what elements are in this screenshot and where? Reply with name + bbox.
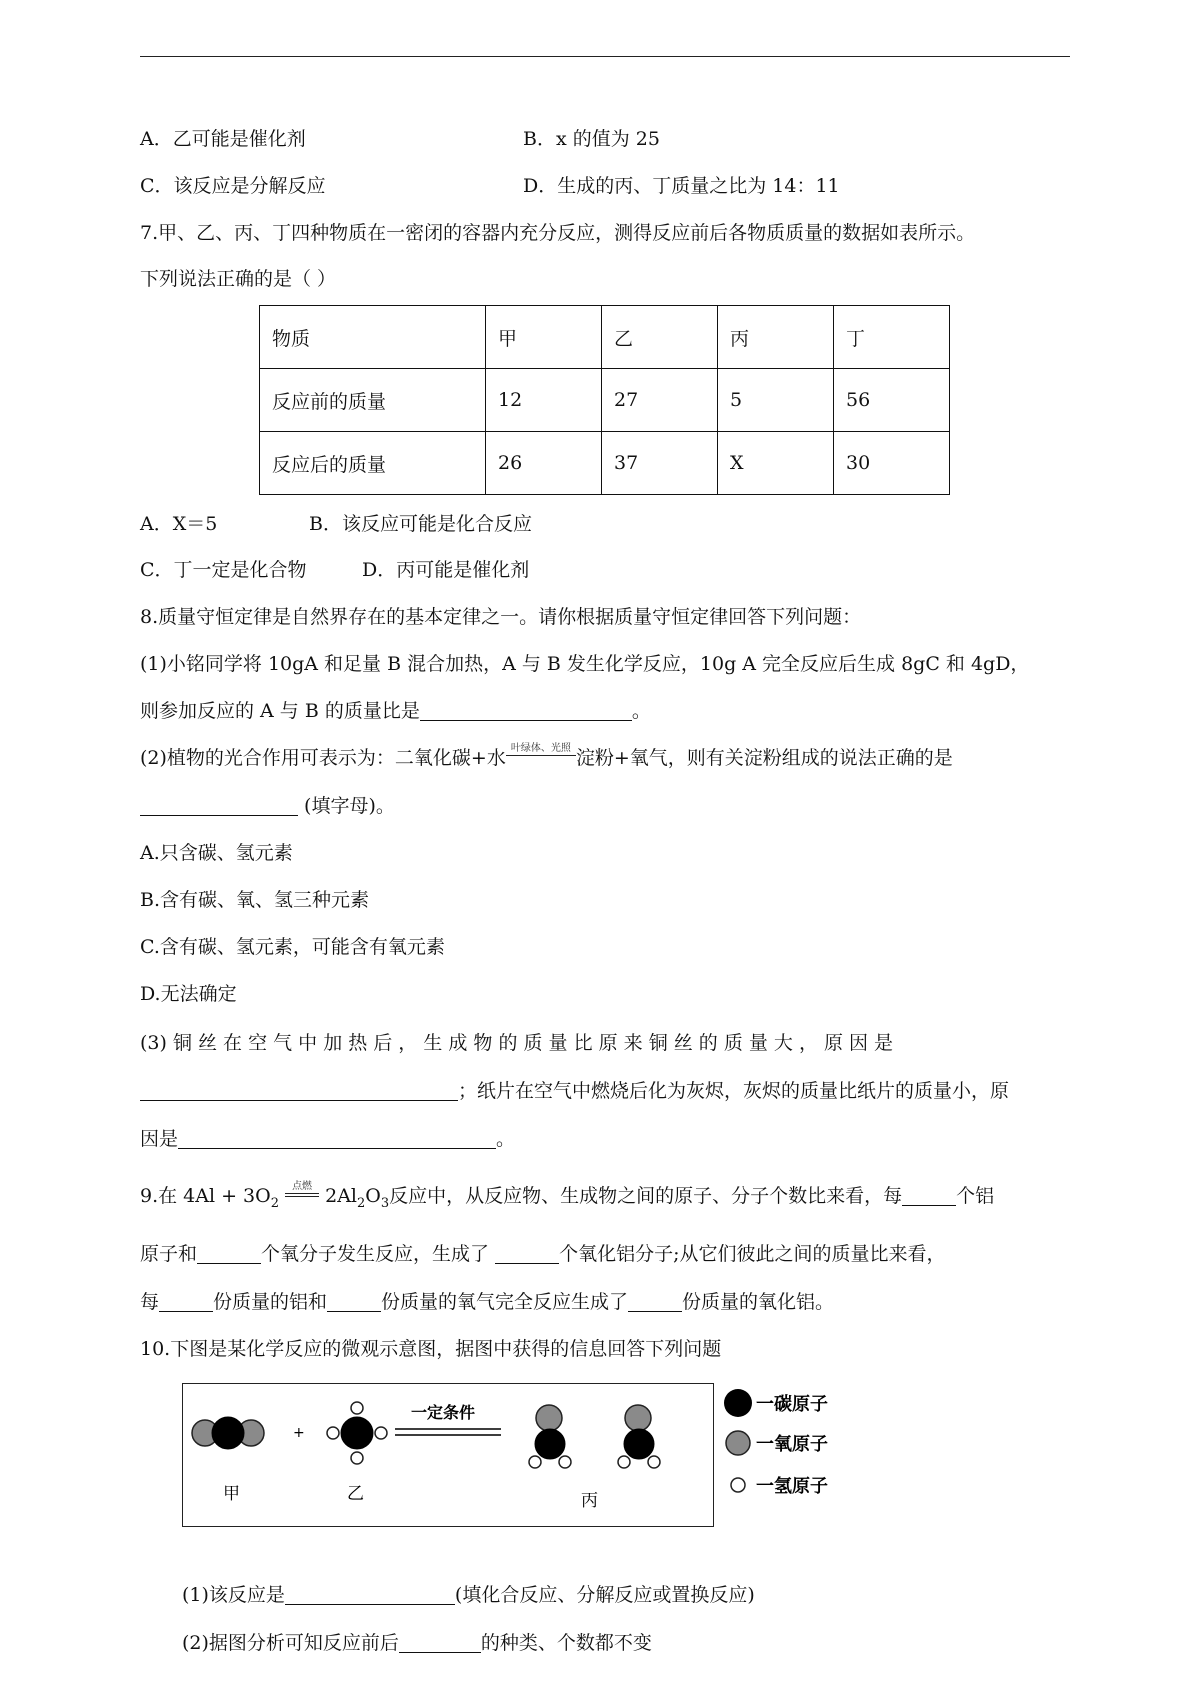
table-header-cell: 丙 (718, 306, 834, 369)
q8-part1-text: 则参加反应的 A 与 B 的质量比是 (140, 700, 420, 722)
hydrogen-atom (618, 1456, 630, 1468)
q9-text: 份质量的氧化铝。 (682, 1291, 835, 1313)
oxygen-atom (536, 1405, 562, 1431)
q10-part1-text: (1)该反应是 (182, 1584, 285, 1606)
q10-part2 (182, 1630, 652, 1656)
q8-part1-line2 (140, 698, 651, 724)
q9-line2 (140, 1241, 945, 1267)
q8-part3-line3 (140, 1126, 515, 1152)
header-rule (140, 56, 1070, 57)
q10-stem: 10.下图是某化学反应的微观示意图，据图中获得的信息回答下列问题 (140, 1338, 722, 1360)
table-cell: 5 (718, 369, 834, 432)
q8-part2-line2 (140, 793, 395, 819)
equation-subscript: 2 (357, 1195, 366, 1211)
carbon-atom (341, 1417, 373, 1449)
q9-blank-al-atoms[interactable] (902, 1185, 956, 1206)
q7-option-c: C．丁一定是化合物 (140, 559, 307, 581)
hydrogen-atom (375, 1427, 387, 1439)
oxygen-legend-icon (726, 1431, 750, 1455)
table-header-cell: 物质 (260, 306, 486, 369)
q10-part1 (182, 1582, 755, 1608)
table-cell: X (718, 432, 834, 495)
table-row (260, 369, 950, 432)
q10-part2-text: (2)据图分析可知反应前后 (182, 1632, 399, 1654)
carbon-atom (212, 1417, 244, 1449)
table-row (260, 306, 950, 369)
molecule-yi (327, 1402, 387, 1464)
q6-option-d: D．生成的丙、丁质量之比为 14：11 (523, 175, 840, 197)
molecule-bing-1 (529, 1405, 571, 1468)
q9-blank-o2-mass[interactable] (327, 1291, 381, 1312)
q8-part3-end: 。 (496, 1128, 516, 1150)
q7-stem-line1: 7.甲、乙、丙、丁四种物质在一密闭的容器内充分反应，测得反应前后各物质质量的数据如表所示。 (140, 222, 976, 244)
table-cell: 反应前的质量 (260, 369, 486, 432)
reaction-diagram-svg (183, 1384, 713, 1526)
table-row (260, 432, 950, 495)
q8-part3-text-2: 因是 (140, 1128, 179, 1150)
q8-part3-text: ；纸片在空气中燃烧后化为灰烬，灰烬的质量比纸片的质量小，原 (458, 1080, 1010, 1102)
equation-product: 2Al (325, 1185, 357, 1207)
ignite-condition-arrow (285, 1182, 319, 1197)
q7-option-b: B．该反应可能是化合反应 (309, 513, 532, 535)
reaction-condition-arrow (506, 744, 576, 756)
molecule-jia (192, 1417, 264, 1449)
q8-part3-line1: (3) 铜 丝 在 空 气 中 加 热 后 ， 生 成 物 的 质 量 比 原 来 铜 丝 的 质 量 大 ， 原 因 是 (140, 1032, 894, 1054)
q9-text: 份质量的铝和 (213, 1291, 328, 1313)
table-header-cell: 甲 (486, 306, 602, 369)
q7-data-table (259, 305, 950, 495)
q8-choice-b: B.含有碳、氧、氢三种元素 (140, 889, 370, 911)
equation-subscript: 2 (270, 1195, 280, 1211)
table-cell: 12 (486, 369, 602, 432)
atom-legend (722, 1382, 872, 1522)
q9-blank-al-mass[interactable] (159, 1291, 213, 1312)
q10-part1-hint: (填化合反应、分解反应或置换反应) (454, 1584, 755, 1606)
q6-option-c: C．该反应是分解反应 (140, 175, 326, 197)
condition-bar-icon (285, 1193, 319, 1194)
equation-product-o: O (365, 1185, 381, 1207)
q8-choice-d: D.无法确定 (140, 983, 237, 1005)
legend-oxygen-label: 一氧原子 (756, 1434, 828, 1455)
reaction-micro-diagram (182, 1383, 714, 1527)
hydrogen-atom (327, 1427, 339, 1439)
hydrogen-atom (351, 1452, 363, 1464)
q8-part3-answer-blank-1[interactable] (140, 1080, 458, 1101)
label-yi: 乙 (347, 1484, 364, 1504)
q9-line1 (140, 1180, 995, 1217)
q8-part2-line1 (140, 745, 953, 771)
q9-blank-o2-molecules[interactable] (197, 1243, 261, 1264)
legend-hydrogen-label: 一氢原子 (756, 1476, 828, 1497)
q6-option-b: B．x 的值为 25 (523, 128, 660, 150)
q9-text: 个氧化铝分子;从它们彼此之间的质量比来看， (559, 1243, 946, 1265)
q9-prefix: 9.在 (140, 1185, 184, 1207)
q8-part3-line2 (140, 1078, 1009, 1104)
condition-bar-icon (285, 1196, 319, 1197)
carbon-atom (624, 1429, 654, 1459)
q9-line3 (140, 1289, 834, 1315)
table-cell: 30 (834, 432, 950, 495)
equation-subscript: 3 (380, 1195, 390, 1211)
hydrogen-atom (529, 1456, 541, 1468)
label-jia: 甲 (223, 1484, 240, 1504)
q9-text: 份质量的氧气完全反应生成了 (381, 1291, 629, 1313)
table-header-cell: 丁 (834, 306, 950, 369)
q7-option-d: D．丙可能是催化剂 (362, 559, 530, 581)
q10-part2-end: 的种类、个数都不变 (480, 1632, 652, 1654)
q8-part1-line1: (1)小铭同学将 10gA 和足量 B 混合加热，A 与 B 发生化学反应，10g A 完全反应后生成 8gC 和 4gD， (140, 653, 1030, 675)
q9-text: 每 (140, 1291, 160, 1313)
label-bing: 丙 (581, 1491, 598, 1511)
q8-part1-answer-blank[interactable] (420, 700, 632, 721)
condition-label: 一定条件 (411, 1403, 476, 1422)
table-cell: 27 (602, 369, 718, 432)
q8-part2-hint: (填字母)。 (298, 795, 395, 817)
q8-part2-answer-blank[interactable] (140, 795, 298, 816)
chemical-equation (183, 1180, 390, 1211)
table-header-cell: 乙 (602, 306, 718, 369)
equation-reactants: 4Al + 3O (183, 1185, 271, 1207)
q7-option-a: A．X＝5 (140, 513, 218, 535)
carbon-atom (535, 1429, 565, 1459)
plus-sign: + (293, 1425, 305, 1441)
q10-part1-answer-blank[interactable] (285, 1584, 455, 1605)
hydrogen-atom (648, 1456, 660, 1468)
q8-part1-end: 。 (631, 700, 651, 722)
condition-bar-icon (506, 755, 576, 756)
reaction-condition-text: 叶绿体、光照 (510, 743, 571, 754)
q7-stem-line2: 下列说法正确的是（ ） (140, 268, 337, 290)
q9-text-end: 个铝 (956, 1185, 995, 1207)
table-cell: 37 (602, 432, 718, 495)
q8-choice-c: C.含有碳、氢元素，可能含有氧元素 (140, 936, 445, 958)
q6-option-a: A．乙可能是催化剂 (140, 128, 306, 150)
molecule-bing-2 (618, 1405, 660, 1468)
q8-part3-answer-blank-2[interactable] (178, 1128, 496, 1149)
table-cell: 26 (486, 432, 602, 495)
q8-choice-a: A.只含碳、氢元素 (140, 842, 293, 864)
hydrogen-atom (559, 1456, 571, 1468)
ignite-condition-text: 点燃 (292, 1180, 313, 1192)
legend-carbon-label: 一碳原子 (756, 1394, 828, 1415)
q10-part2-answer-blank[interactable] (399, 1632, 481, 1653)
legend-svg (722, 1382, 872, 1522)
q9-blank-al2o3-molecules[interactable] (495, 1243, 559, 1264)
table-cell: 56 (834, 369, 950, 432)
q9-text: 原子和 (140, 1243, 198, 1265)
q9-text: 个氧分子发生反应，生成了 (261, 1243, 496, 1265)
q9-blank-al2o3-mass[interactable] (628, 1291, 682, 1312)
q8-part2-text-end: 淀粉+氧气，则有关淀粉组成的说法正确的是 (575, 747, 953, 769)
hydrogen-atom (351, 1402, 363, 1414)
q9-text: 反应中，从反应物、生成物之间的原子、分子个数比来看，每 (389, 1185, 903, 1207)
hydrogen-legend-icon (731, 1478, 745, 1492)
carbon-legend-icon (724, 1389, 752, 1417)
q8-stem: 8.质量守恒定律是自然界存在的基本定律之一。请你根据质量守恒定律回答下列问题： (140, 606, 862, 628)
q8-part2-text: (2)植物的光合作用可表示为：二氧化碳+水 (140, 747, 506, 769)
table-cell: 反应后的质量 (260, 432, 486, 495)
oxygen-atom (625, 1405, 651, 1431)
